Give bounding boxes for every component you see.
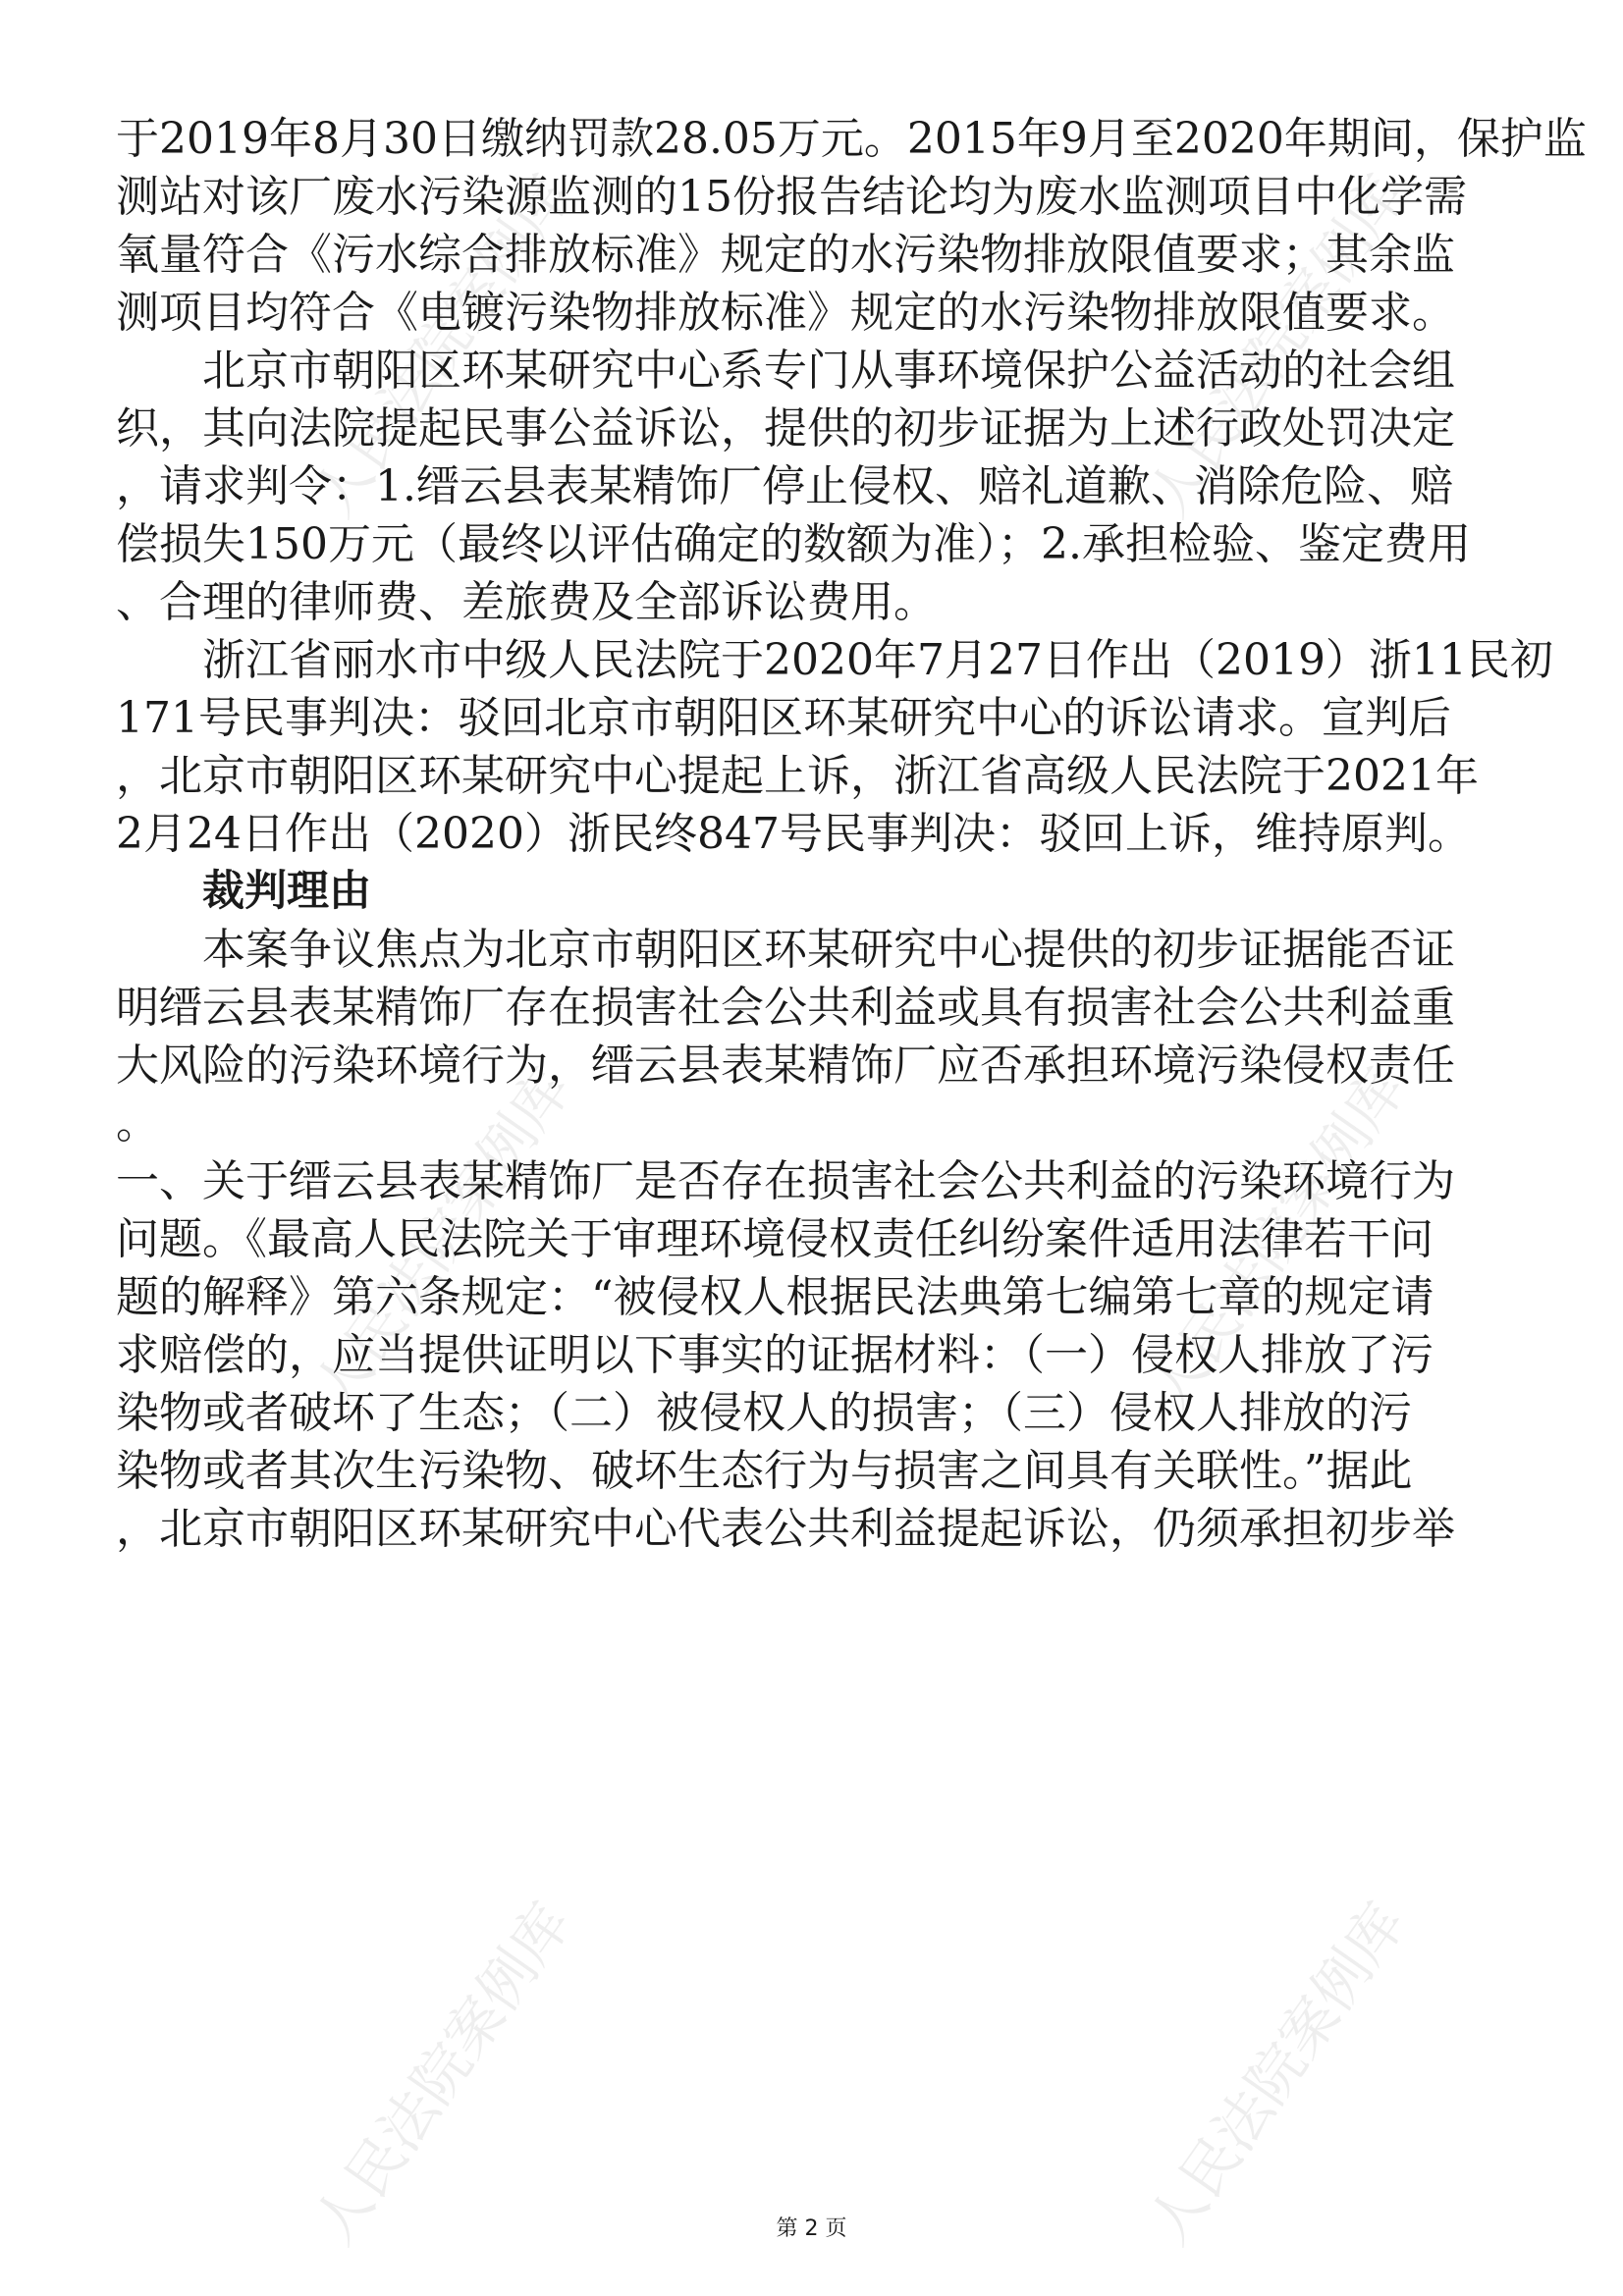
watermark-text: 人民法院案例库 bbox=[299, 163, 584, 529]
watermark-text: 人民法院案例库 bbox=[1134, 1891, 1419, 2257]
section-heading: 裁判理由 bbox=[202, 867, 371, 916]
text-line: 测站对该厂废水污染源监测的15份报告结论均为废水监测项目中化学需 bbox=[116, 172, 1467, 222]
text-line: 本案争议焦点为北京市朝阳区环某研究中心提供的初步证据能否证 bbox=[202, 925, 1455, 975]
text-line: 染物或者破坏了生态；（二）被侵权人的损害；（三）侵权人排放的污 bbox=[116, 1388, 1412, 1438]
watermark-text: 人民法院案例库 bbox=[1134, 163, 1419, 529]
text-line: 测项目均符合《电镀污染物排放标准》规定的水污染物排放限值要求。 bbox=[116, 288, 1455, 338]
text-line: 问题。《最高人民法院关于审理环境侵权责任纠纷案件适用法律若干问 bbox=[116, 1214, 1434, 1264]
text-line: 织，其向法院提起民事公益诉讼，提供的初步证据为上述行政处罚决定 bbox=[116, 403, 1455, 454]
text-line: ，北京市朝阳区环某研究中心代表公共利益提起诉讼，仍须承担初步举 bbox=[116, 1504, 1455, 1554]
text-line: 171号民事判决：驳回北京市朝阳区环某研究中心的诉讼请求。宣判后 bbox=[116, 693, 1451, 743]
document-body bbox=[116, 110, 1587, 1558]
watermark-text: 人民法院案例库 bbox=[299, 1056, 584, 1422]
watermark-text: 人民法院案例库 bbox=[1134, 1056, 1419, 1422]
text-line: ，北京市朝阳区环某研究中心提起上诉，浙江省高级人民法院于2021年 bbox=[116, 751, 1479, 801]
text-line: 明缙云县表某精饰厂存在损害社会公共利益或具有损害社会公共利益重 bbox=[116, 983, 1455, 1033]
text-line: 大风险的污染环境行为，缙云县表某精饰厂应否承担环境污染侵权责任 bbox=[116, 1041, 1455, 1091]
text-line: 。 bbox=[116, 1098, 159, 1148]
text-line: 题的解释》第六条规定：“被侵权人根据民法典第七编第七章的规定请 bbox=[116, 1272, 1434, 1322]
text-line: 2月24日作出（2020）浙民终847号民事判决：驳回上诉，维持原判。 bbox=[116, 809, 1471, 859]
text-line: ，请求判令：1.缙云县表某精饰厂停止侵权、赔礼道歉、消除危险、赔 bbox=[116, 461, 1453, 511]
watermark-text: 人民法院案例库 bbox=[299, 1891, 584, 2257]
text-line: 浙江省丽水市中级人民法院于2020年7月27日作出（2019）浙11民初 bbox=[202, 635, 1553, 685]
text-line: 氧量符合《污水综合排放标准》规定的水污染物排放限值要求；其余监 bbox=[116, 230, 1455, 280]
text-line: 北京市朝阳区环某研究中心系专门从事环境保护公益活动的社会组 bbox=[202, 346, 1455, 396]
text-line: 偿损失150万元（最终以评估确定的数额为准）；2.承担检验、鉴定费用 bbox=[116, 519, 1471, 569]
page-number: 第 2 页 bbox=[776, 2216, 847, 2241]
text-line: 求赔偿的，应当提供证明以下事实的证据材料：（一）侵权人排放了污 bbox=[116, 1330, 1434, 1380]
text-line: 染物或者其次生污染物、破坏生态行为与损害之间具有关联性。”据此 bbox=[116, 1446, 1413, 1496]
text-line: 于2019年8月30日缴纳罚款28.05万元。2015年9月至2020年期间，保护监 bbox=[116, 114, 1587, 164]
text-line: 一、关于缙云县表某精饰厂是否存在损害社会公共利益的污染环境行为 bbox=[116, 1156, 1455, 1206]
text-line: 、合理的律师费、差旅费及全部诉讼费用。 bbox=[116, 577, 937, 627]
